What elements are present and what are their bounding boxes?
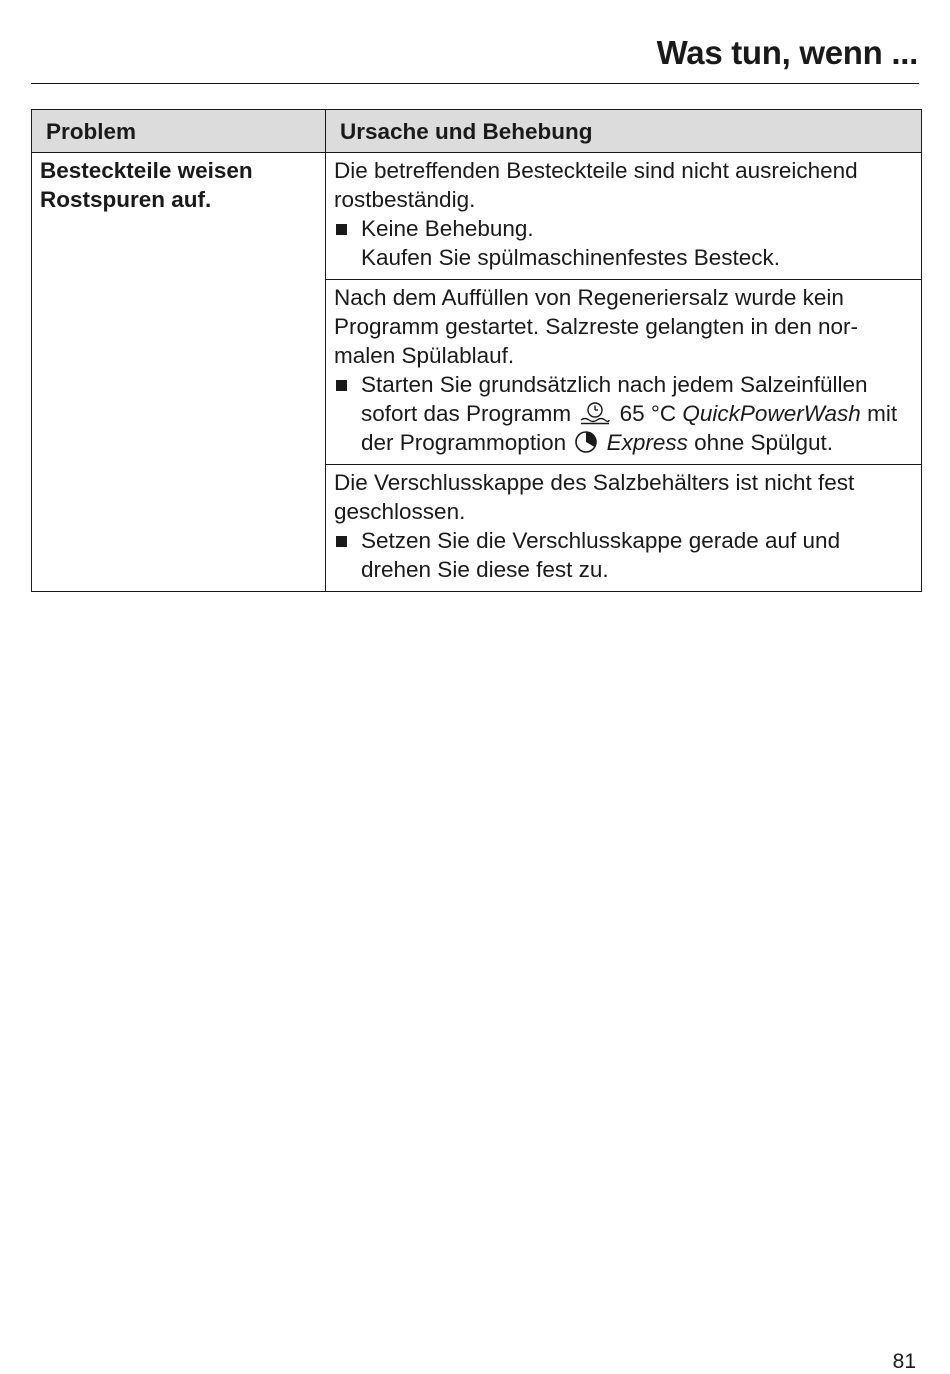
- cause-cell: [326, 465, 922, 592]
- action-item: [334, 214, 913, 272]
- table-row: [32, 153, 922, 280]
- page-title: Was tun, wenn ...: [656, 34, 918, 71]
- action-item: [334, 370, 913, 457]
- express-icon: [574, 430, 598, 454]
- cause-text: Die betreffenden Besteckteile sind nicht ausreichend rostbeständig.: [334, 158, 858, 212]
- action-item: [334, 526, 913, 584]
- action-text: Starten Sie grundsätzlich nach jedem Salzeinfüllen sofort das Programm: [361, 372, 868, 426]
- action-text: Kaufen Sie spülmaschinenfestes Besteck.: [361, 245, 780, 270]
- troubleshooting-table: [31, 109, 922, 592]
- action-text: Setzen Sie die Verschlusskappe gerade auf und drehen Sie diese fest zu.: [361, 528, 841, 582]
- title-divider: [31, 83, 919, 84]
- action-text: Keine Behebung.: [361, 216, 534, 241]
- square-bullet-icon: [336, 224, 347, 235]
- option-name: Express: [606, 430, 688, 455]
- square-bullet-icon: [336, 380, 347, 391]
- square-bullet-icon: [336, 536, 347, 547]
- table-header-row: [32, 110, 922, 153]
- cause-text: Die Verschlusskappe des Salzbehälters ist nicht fest geschlossen.: [334, 470, 855, 524]
- program-name: QuickPowerWash: [682, 401, 861, 426]
- cause-text: Nach dem Auffüllen von Regeneriersalz wurde kein Programm gestartet. Salzreste gelangten in den nor-malen Spülablauf.: [334, 285, 859, 368]
- cause-cell: [326, 153, 922, 280]
- column-header-cause: Ursache und Behebung: [326, 110, 922, 153]
- program-temperature: 65 °C: [619, 401, 677, 426]
- problem-cell: Besteckteile weisen Rostspuren auf.: [32, 153, 326, 592]
- action-text: mit der Programmoption: [361, 401, 898, 455]
- action-text: ohne Spülgut.: [694, 430, 834, 455]
- cause-cell: [326, 280, 922, 465]
- column-header-problem: Problem: [32, 110, 326, 153]
- quickpowerwash-icon: [579, 401, 611, 425]
- page-number: 81: [892, 1350, 916, 1373]
